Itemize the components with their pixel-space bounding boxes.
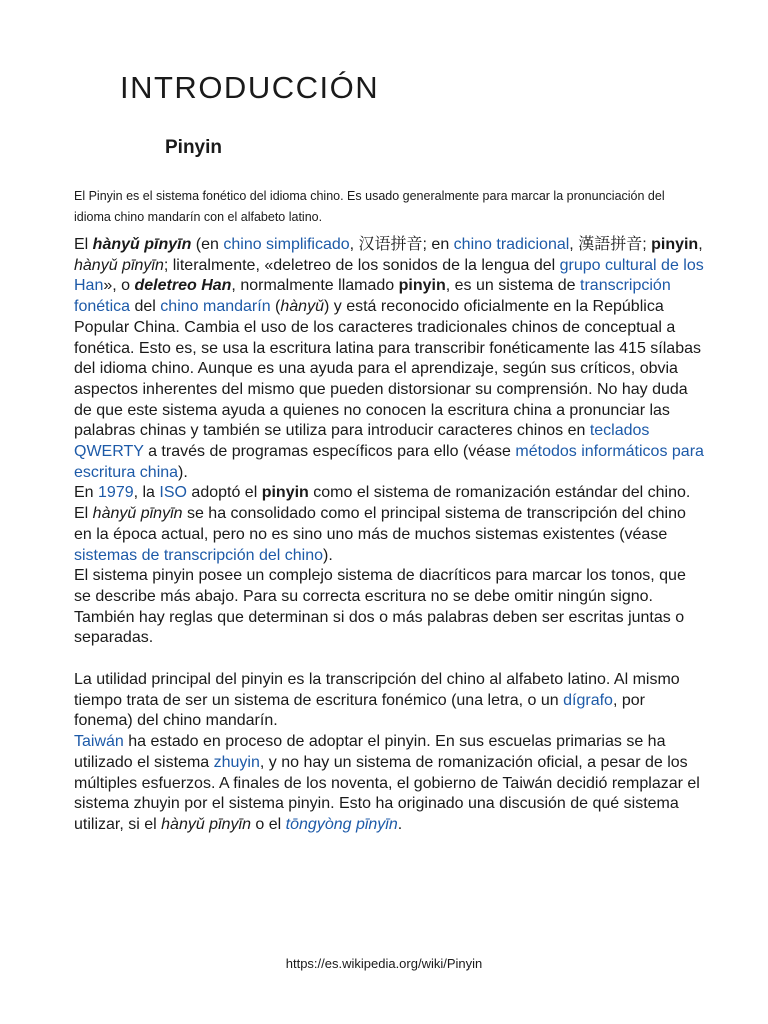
text: El: [74, 236, 93, 253]
term-hanyu-pinyin-italic: hànyǔ pīnyīn: [92, 505, 183, 523]
link-chino-tradicional[interactable]: chino tradicional: [453, 236, 570, 253]
text: », o: [103, 277, 135, 295]
term-deletreo-han: deletreo Han: [134, 277, 232, 295]
text: .: [397, 815, 403, 833]
term-pinyin: pinyin: [398, 277, 446, 295]
text: se ha consolidado como el principal sistema de transcripción del chino en la época actual, pero no es sino uno más de muchos sistemas existentes (véase: [74, 505, 686, 543]
link-transcripcion-fonetica[interactable]: transcripción fonética: [74, 277, 671, 316]
text: a través de programas específicos para ello (véase: [143, 443, 516, 461]
text: como el sistema de romanización estándar del chino.: [308, 484, 691, 502]
paragraph-1: [74, 235, 706, 483]
term-hanyu: hànyǔ: [280, 298, 324, 316]
text: La utilidad principal del pinyin es la transcripción del chino al alfabeto latino. Al mismo tiempo trata de ser un sistema de escritura fonémico (una letra, o un: [74, 671, 680, 709]
paragraph-3: [74, 504, 706, 566]
paragraph-5: [74, 670, 706, 732]
text: adoptó el: [186, 484, 262, 502]
text: En: [74, 484, 99, 502]
term-hanyu-pinyin: hànyǔ pīnyīn: [92, 236, 192, 253]
paragraph-4: El sistema pinyin posee un complejo sistema de diacríticos para marcar los tonos, que se describe más abajo. Para su correcta escritura no se debe omitir ningún signo. También hay reglas que determinan si dos o más palabras deben ser escritas juntas o separadas.: [74, 567, 686, 647]
text: (en: [191, 236, 224, 253]
link-iso[interactable]: ISO: [159, 484, 187, 502]
link-taiwan[interactable]: Taiwán: [74, 733, 124, 751]
link-chino-mandarin[interactable]: chino mandarín: [160, 298, 271, 316]
text: ) y está reconocido oficialmente en la República Popular China. Cambia el uso de los caracteres tradicionales chinos de conceptual a fonética. Esto es, se usa la escritura latina para transcribir fonéticamente las 415 sílabas del idioma chino. Aunque es una ayuda para el aprendizaje, según sus críticos, obvia aspectos inherentes del mismo que pueden distorsionar su comprensión. No hay duda de que este sistema ayuda a quienes no conocen la escritura china a pronunciar las palabras chinas y también se utiliza para introducir caracteres chinos en: [74, 298, 701, 440]
text: ; literalmente, «deletreo de los sonidos de la lengua del: [163, 256, 560, 274]
link-chino-simplificado[interactable]: chino simplificado: [223, 236, 350, 253]
text: , la: [133, 484, 160, 502]
page-title: INTRODUCCIÓN: [120, 70, 380, 105]
text: ).: [323, 546, 333, 564]
link-zhuyin[interactable]: zhuyin: [213, 753, 260, 771]
text: o el: [250, 815, 286, 833]
link-teclados-qwerty[interactable]: teclados QWERTY: [74, 422, 650, 461]
term-pinyin: pinyin: [261, 484, 309, 502]
text: ).: [178, 463, 188, 481]
text: , 汉语拼音; en: [349, 236, 454, 253]
paragraph-2: [74, 483, 706, 504]
link-metodos-informaticos[interactable]: métodos informáticos para escritura china: [74, 443, 704, 481]
link-grupo-cultural-han[interactable]: grupo cultural de los Han: [74, 256, 704, 295]
link-sistemas-transcripcion[interactable]: sistemas de transcripción del chino: [74, 546, 324, 564]
term-pinyin: pinyin: [651, 236, 699, 253]
text: ,: [698, 236, 703, 253]
text: , y no hay un sistema de romanización oficial, a pesar de los múltiples esfuerzos. A finales de los noventa, el gobierno de Taiwán decidió remplazar el sistema zhuyin por el sistema pinyin. Esto ha originado una discusión de qué sistema utilizar, si el: [74, 753, 700, 833]
article-body: [74, 235, 706, 836]
intro-paragraph: El Pinyin es el sistema fonético del idioma chino. Es usado generalmente para marcar la pronunciación del idioma chino mandarín con el alfabeto latino.: [74, 189, 665, 224]
text: El: [74, 505, 93, 523]
text: , es un sistema de: [445, 277, 581, 295]
paragraph-6: [74, 732, 706, 836]
link-tongyong-pinyin[interactable]: tōngyòng pīnyīn: [285, 815, 398, 833]
text: , 漢語拼音;: [569, 236, 652, 253]
paragraph-gap: [74, 649, 706, 670]
text: , normalmente llamado: [231, 277, 399, 295]
term-hanyu-pinyin-italic: hànyǔ pīnyīn: [74, 256, 164, 274]
section-title: Pinyin: [165, 137, 223, 158]
link-digrafo[interactable]: dígrafo: [563, 691, 613, 709]
source-url: https://es.wikipedia.org/wiki/Pinyin: [285, 956, 483, 971]
text: , por fonema) del chino mandarín.: [74, 691, 645, 730]
text: (: [270, 298, 281, 316]
text: ha estado en proceso de adoptar el pinyin. En sus escuelas primarias se ha utilizado el sistema: [74, 733, 666, 771]
term-hanyu-pinyin-italic: hànyǔ pīnyīn: [161, 815, 251, 833]
link-1979[interactable]: 1979: [98, 484, 134, 502]
text: del: [130, 298, 161, 316]
